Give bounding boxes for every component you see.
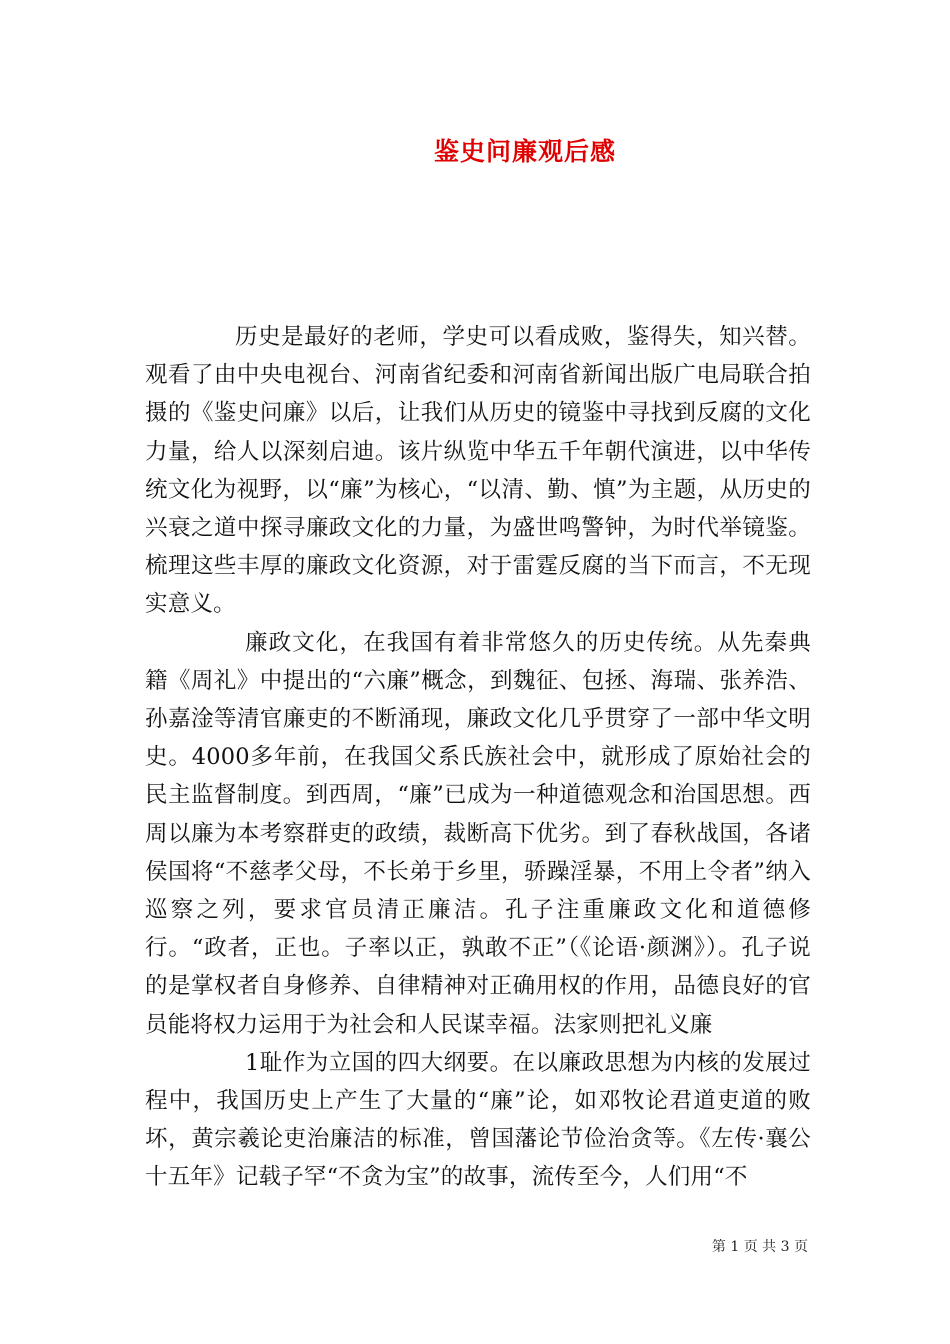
document-body: [145, 318, 811, 1197]
paragraph-3: 1耻作为立国的四大纲要。在以廉政思想为内核的发展过程中，我国历史上产生了大量的“廉”论，如邓牧论君道吏道的败坏，黄宗羲论吏治廉洁的标准，曾国藩论节俭治贪等。《左传·襄公十五年》记载子罕“不贪为宝”的故事，流传至今，人们用“不: [145, 1049, 811, 1191]
page-number-footer: 第 1 页 共 3 页: [711, 1239, 808, 1255]
paragraph-1: 历史是最好的老师，学史可以看成败，鉴得失，知兴替。观看了由中央电视台、河南省纪委和河南省新闻出版广电局联合拍摄的《鉴史问廉》以后，让我们从历史的镜鉴中寻找到反腐的文化力量，给人以深刻启迪。该片纵览中华五千年朝代演进，以中华传统文化为视野，以“廉”为核心，“以清、勤、慎”为主题，从历史的兴衰之道中探寻廉政文化的力量，为盛世鸣警钟，为时代举镜鉴。梳理这些丰厚的廉政文化资源，对于雷霆反腐的当下而言，不无现实意义。: [145, 324, 811, 618]
paragraph-2: 廉政文化，在我国有着非常悠久的历史传统。从先秦典籍《周礼》中提出的“六廉”概念，到魏征、包拯、海瑞、张养浩、孙嘉淦等清官廉吏的不断涌现，廉政文化几乎贯穿了一部中华文明史。4000多年前，在我国父系氏族社会中，就形成了原始社会的民主监督制度。到西周，“廉”已成为一种道德观念和治国思想。西周以廉为本考察群吏的政绩，裁断高下优劣。到了春秋战国，各诸侯国将“不慈孝父母，不长弟于乡里，骄躁淫暴，不用上令者”纳入巡察之列，要求官员清正廉洁。孔子注重廉政文化和道德修行。“政者，正也。子率以正，孰敢不正”（《论语·颜渊》）。孔子说的是掌权者自身修养、自律精神对正确用权的作用，品德良好的官员能将权力运用于为社会和人民谋幸福。法家则把礼义廉: [145, 629, 811, 1038]
document-title: 鉴史问廉观后感: [433, 137, 616, 166]
